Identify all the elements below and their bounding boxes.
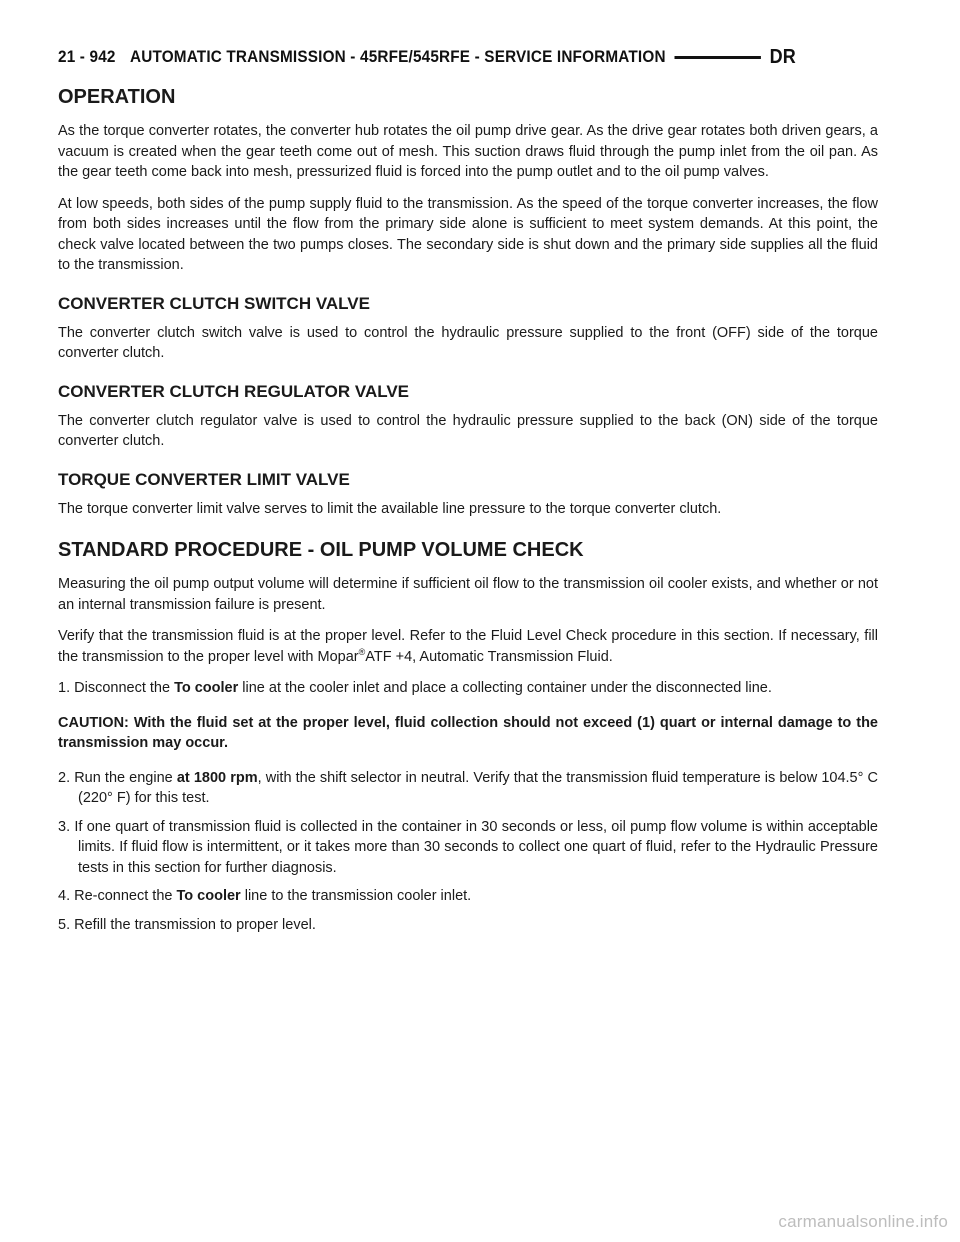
step-emphasis: at 1800 rpm — [176, 769, 258, 786]
step-text: line at the cooler inlet and place a collecting container under the disconnected line. — [238, 680, 772, 696]
section-procedure — [58, 539, 878, 935]
verify-text: Verify that the transmission fluid is at the proper level. Refer to the Fluid Level Check procedure in this section. If necessary, fill the transmission to the proper level with Mopar — [58, 628, 878, 665]
procedure-steps-continued — [58, 768, 878, 936]
step-1 — [58, 678, 878, 699]
procedure-intro: Measuring the oil pump output volume will determine if sufficient oil flow to the transmission oil cooler exists, and whether or not an internal transmission failure is present. — [58, 576, 878, 613]
limit-valve-text: The torque converter limit valve serves to limit the available line pressure to the torque converter clutch. — [58, 500, 722, 517]
step-text: line to the transmission cooler inlet. — [240, 888, 472, 904]
heading-regulator-valve: CONVERTER CLUTCH REGULATOR VALVE — [58, 381, 410, 401]
section-limit-valve — [58, 470, 878, 520]
section-operation — [58, 86, 878, 276]
procedure-steps — [58, 678, 878, 699]
step-number: 1. — [58, 680, 71, 696]
step-text: , with the shift selector in neutral. Verify that the transmission fluid temperature is below 104.5° C (220° F) for this test. — [78, 769, 878, 806]
verify-text-end: ATF +4, Automatic Transmission Fluid. — [365, 648, 613, 665]
operation-paragraph-2: At low speeds, both sides of the pump supply fluid to the transmission. As the speed of the torque converter increases, the flow from both sides increases until the flow from the primary side alone is sufficient to meet system demands. At this point, the check valve located between the two pumps closes. The secondary side is shut down and the primary side supplies all the fluid to the transmission. — [58, 195, 878, 273]
operation-paragraph-1: As the torque converter rotates, the converter hub rotates the oil pump drive gear. As the drive gear rotates both driven gears, a vacuum is created when the gear teeth come out of mesh. This suction draws fluid through the pump inlet from the oil pan. As the gear teeth come back into mesh, pressurized fluid is forced into the pump outlet and to the oil pump valves. — [58, 123, 878, 180]
page-number: 21 - 942 — [58, 47, 116, 66]
watermark: carmanualsonline.info — [778, 1212, 948, 1231]
step-number: 2. — [58, 769, 71, 786]
step-4 — [58, 886, 878, 907]
regulator-valve-text: The converter clutch regulator valve is used to control the hydraulic pressure supplied to the back (ON) side of the torque converter clutch. — [58, 412, 878, 449]
step-2 — [58, 768, 878, 809]
step-emphasis: To cooler — [174, 680, 239, 696]
heading-procedure: STANDARD PROCEDURE - OIL PUMP VOLUME CHECK — [58, 539, 584, 561]
step-5 — [58, 915, 878, 936]
caution-note: CAUTION: With the fluid set at the proper level, fluid collection should not exceed (1) quart or internal damage to the transmission may occur. — [58, 714, 878, 751]
running-header — [58, 46, 796, 68]
step-text: Refill the transmission to proper level. — [74, 916, 316, 933]
page-content — [58, 86, 878, 943]
step-number: 3. — [58, 818, 71, 835]
heading-switch-valve: CONVERTER CLUTCH SWITCH VALVE — [58, 293, 370, 313]
step-number: 5. — [58, 916, 71, 933]
procedure-verify — [58, 626, 878, 667]
step-text: If one quart of transmission fluid is collected in the container in 30 seconds or less, oil pump flow volume is within acceptable limits. If fluid flow is intermittent, or it takes more than 30 seconds to collect one quart of fluid, refer to the Hydraulic Pressure tests in this section for further diagnosis. — [74, 818, 878, 876]
section-regulator-valve — [58, 382, 878, 452]
step-emphasis: To cooler — [176, 888, 241, 904]
heading-operation: OPERATION — [58, 86, 176, 108]
step-text: Re-connect the — [74, 888, 177, 904]
step-text: Run the engine — [74, 769, 177, 786]
switch-valve-text: The converter clutch switch valve is used to control the hydraulic pressure supplied to the front (OFF) side of the torque converter clutch. — [58, 324, 878, 361]
step-3 — [58, 817, 878, 879]
registered-mark: ® — [358, 646, 366, 657]
heading-limit-valve: TORQUE CONVERTER LIMIT VALVE — [58, 469, 350, 489]
header-rule — [675, 56, 761, 59]
section-switch-valve — [58, 294, 878, 364]
step-text: Disconnect the — [74, 680, 175, 696]
step-number: 4. — [58, 888, 71, 904]
manual-title: AUTOMATIC TRANSMISSION - 45RFE/545RFE - SERVICE INFORMATION — [129, 47, 666, 66]
model-mark: DR — [769, 45, 796, 68]
